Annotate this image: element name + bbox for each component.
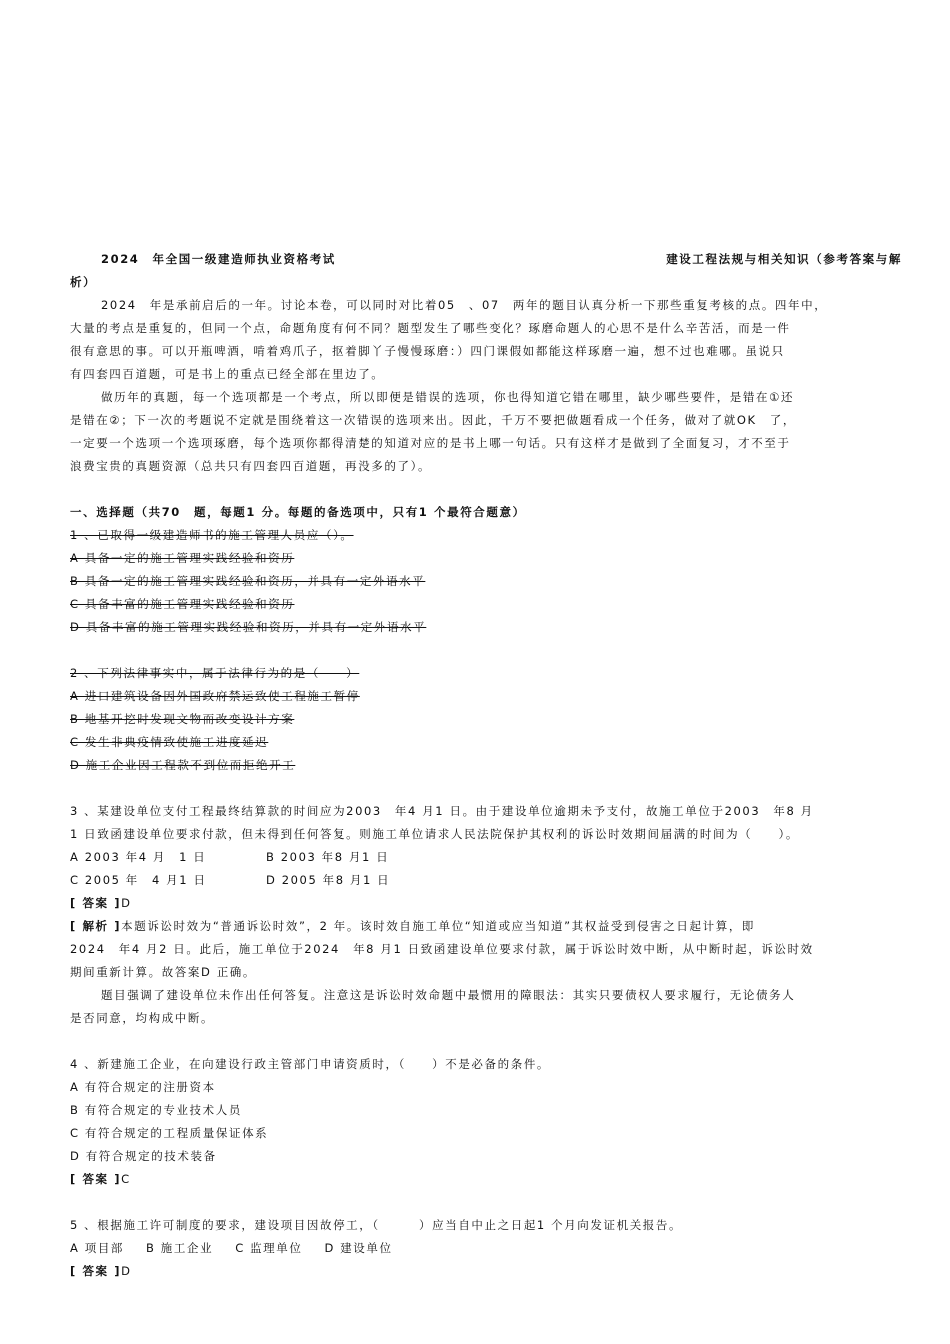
- option-b: B 具备一定的施工管理实践经验和资历，并具有一定外语水平: [70, 574, 426, 588]
- option-b: B 施工企业: [146, 1241, 214, 1255]
- question-5: [70, 1214, 902, 1283]
- option-b: B 地基开挖时发现文物而改变设计方案: [70, 712, 295, 726]
- answer-label: [ 答案 ]: [70, 1264, 122, 1278]
- option-d: D 施工企业因工程款不到位而拒绝开工: [70, 758, 296, 772]
- option-d: D 2005 年8 月1 日: [266, 873, 391, 887]
- note-line: 题目强调了建设单位未作出任何答复。注意这是诉讼时效命题中最惯用的障眼法：其实只要债权人要求履行，无论债务人: [101, 988, 796, 1002]
- question-3: 3 、某建设单位支付工程最终结算款的时间应为2003 年4 月1 日。由于建设单位逾期未予支付，故施工单位于2003 年8 月 1 日致函建设单位要求付款，但未得到任何答复。则施工单位请求人民法院保护其权利的诉讼时效期间届满的时间为（ ）。 A 2003 年4 月 1 日 B 2003 年8 月1 日 C 2005 年 4 月1 日 D 2005 年8 月1 日 [ 答案 ]D [ 解析 ]本题诉讼时效为“普通诉讼时效”，2 年。该时效自施工单位“知道或应当知道”其权益受到侵害之日起计算，即 2024 年4 月2 日。此后，施工单位于2024 年8 月1 日致函建设单位要求付款，属于诉讼时效中断，从中断时起，诉讼时效 期间重新计算。故答案D 正确。 题目强调了建设单位未作出任何答复。注意这是诉讼时效命题中最惯用的障眼法：其实只要债权人要求履行，无论债务人 是否同意，均构成中断。: [70, 800, 902, 1030]
- section-heading: 一、选择题（共70 题，每题1 分。每题的备选项中，只有1 个最符合题意）: [70, 505, 526, 519]
- option-a: A 具备一定的施工管理实践经验和资历: [70, 551, 295, 565]
- answer-value: D: [121, 896, 132, 910]
- question-stem: 3 、某建设单位支付工程最终结算款的时间应为2003 年4 月1 日。由于建设单位逾期未予支付，故施工单位于2003 年8 月: [70, 804, 814, 818]
- answer-line: [70, 892, 902, 915]
- option-d: D 有符合规定的技术装备: [70, 1149, 217, 1163]
- option-a: A 2003 年4 月 1 日: [70, 850, 207, 864]
- options-row: [70, 846, 902, 869]
- option-b: B 2003 年8 月1 日: [266, 850, 390, 864]
- answer-label: [ 答案 ]: [70, 896, 122, 910]
- answer-label: [ 答案 ]: [70, 1172, 122, 1186]
- question-4: [70, 1053, 902, 1191]
- question-stem: 1 、已取得一级建造师书的施工管理人员应（）。: [70, 528, 354, 542]
- question-stem: 4 、新建施工企业，在向建设行政主管部门申请资质时，（ ）不是必备的条件。: [70, 1057, 551, 1071]
- analysis-line: [ 解析 ]本题诉讼时效为“普通诉讼时效”，2 年。该时效自施工单位“知道或应当知道”其权益受到侵害之日起计算，即: [70, 919, 756, 933]
- question-stem-cont: 1 日致函建设单位要求付款，但未得到任何答复。则施工单位请求人民法院保护其权利的诉讼时效期间届满的时间为（ ）。: [70, 827, 799, 841]
- options-row: [70, 1237, 902, 1260]
- option-c: C 发生非典疫情致使施工进度延迟: [70, 735, 269, 749]
- option-a: A 项目部: [70, 1241, 125, 1255]
- subject-title-wrap: 析）: [70, 275, 97, 289]
- question-stem: 2 、下列法律事实中，属于法律行为的是（ ）: [70, 666, 360, 680]
- option-c: C 有符合规定的工程质量保证体系: [70, 1126, 269, 1140]
- exam-title: 2024 年全国一级建造师执业资格考试: [101, 252, 336, 266]
- option-d: D 具备丰富的施工管理实践经验和资历，并具有一定外语水平: [70, 620, 427, 634]
- option-a: A 有符合规定的注册资本: [70, 1080, 216, 1094]
- analysis-label: [ 解析 ]: [70, 919, 122, 933]
- question-stem: 5 、根据施工许可制度的要求，建设项目因故停工，（ ）应当自中止之日起1 个月向发证机关报告。: [70, 1218, 683, 1232]
- subject-title: 建设工程法规与相关知识（参考答案与解: [666, 252, 902, 266]
- option-c: C 2005 年 4 月1 日: [70, 873, 207, 887]
- option-b: B 有符合规定的专业技术人员: [70, 1103, 242, 1117]
- question-2: [70, 662, 902, 777]
- options-row: [70, 869, 902, 892]
- answer-line: [70, 1260, 902, 1283]
- intro-paragraph-2: 做历年的真题，每一个选项都是一个考点，所以即便是错误的选项，你也得知道它错在哪里，缺少哪些要件，是错在①还 是错在②；下一次的考题说不定就是围绕着这一次错误的选项来出。因此，千万不要把做题看成一个任务，做对了就OK 了， 一定要一个选项一个选项琢磨，每个选项你都得清楚的知道对应的是书上哪一句话。只有这样才是做到了全面复习，才不至于 浪费宝贵的真题资源（总共只有四套四百道题，再没多的了）。: [70, 390, 796, 473]
- question-1: [70, 524, 902, 639]
- answer-line: [70, 1168, 902, 1191]
- document-title: [70, 248, 902, 271]
- answer-value: C: [121, 1172, 131, 1186]
- option-c: C 具备丰富的施工管理实践经验和资历: [70, 597, 295, 611]
- document-page: [70, 248, 902, 1283]
- answer-value: D: [121, 1264, 132, 1278]
- intro-paragraph-1: 2024 年是承前启后的一年。讨论本卷，可以同时对比着05 、07 两年的题目认真分析一下那些重复考核的点。四年中， 大量的考点是重复的，但同一个点，命题角度有何不同？题型发生了哪些变化？琢磨命题人的心思不是什么辛苦活，而是一件 很有意思的事。可以开瓶啤酒，啃着鸡爪子，抠着脚丫子慢慢琢磨：）四门课假如都能这样琢磨一遍，想不过也难哪。虽说只 有四套四百道题，可是书上的重点已经全部在里边了。: [70, 298, 828, 381]
- option-d: D 建设单位: [324, 1241, 393, 1255]
- option-c: C 监理单位: [235, 1241, 303, 1255]
- option-a: A 进口建筑设备因外国政府禁运致使工程施工暂停: [70, 689, 360, 703]
